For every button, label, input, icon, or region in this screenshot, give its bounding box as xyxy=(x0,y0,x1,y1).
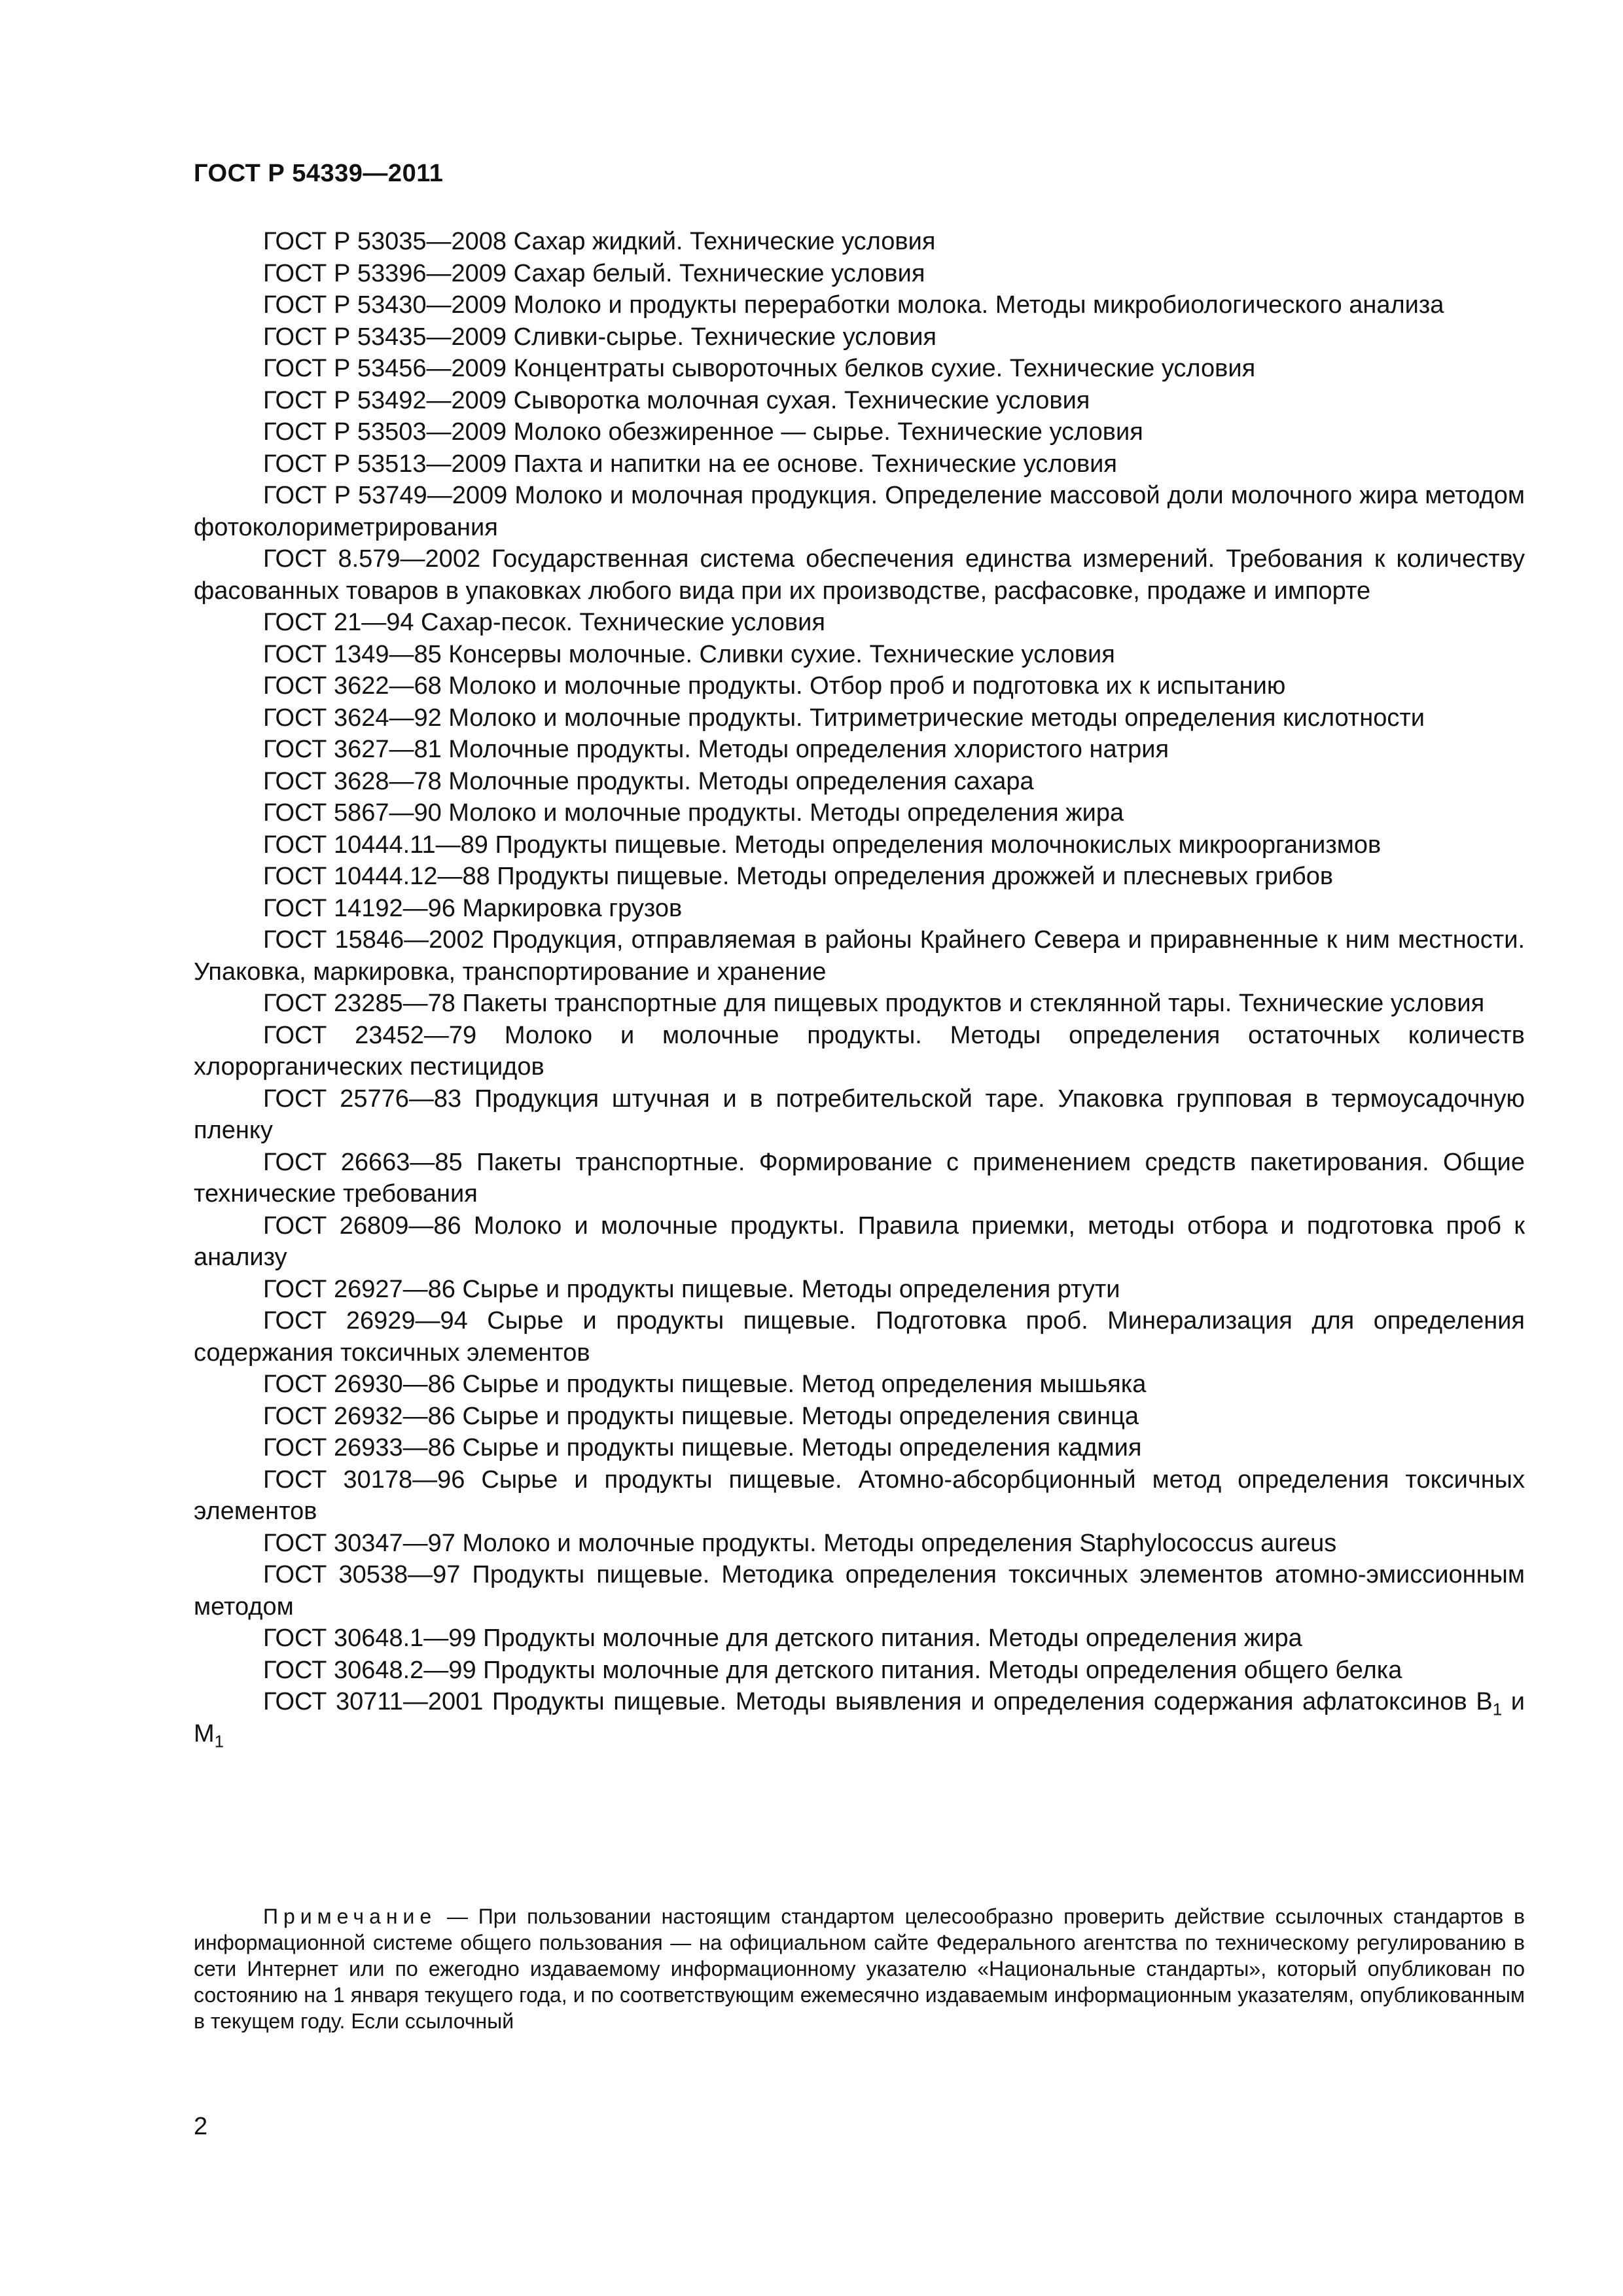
reference-item: ГОСТ Р 53035—2008 Сахар жидкий. Технические условия xyxy=(263,228,936,255)
references-list xyxy=(194,226,1525,1749)
reference-item: ГОСТ 26663—85 Пакеты транспортные. Формирование с применением средств пакетирования. Общие технические требования xyxy=(194,1148,1525,1208)
reference-item: ГОСТ 5867—90 Молоко и молочные продукты. Методы определения жира xyxy=(263,799,1124,827)
reference-item: ГОСТ 3627—81 Молочные продукты. Методы определения хлористого натрия xyxy=(263,736,1169,763)
reference-item: ГОСТ 26933—86 Сырье и продукты пищевые. Методы определения кадмия xyxy=(263,1434,1142,1462)
reference-item-aflatoxins xyxy=(194,1686,1525,1749)
reference-item: ГОСТ 23285—78 Пакеты транспортные для пищевых продуктов и стеклянной тары. Технические условия xyxy=(263,990,1485,1017)
reference-item: ГОСТ 1349—85 Консервы молочные. Сливки сухие. Технические условия xyxy=(263,640,1115,668)
reference-item: ГОСТ 14192—96 Маркировка грузов xyxy=(263,894,683,922)
reference-item: ГОСТ 3628—78 Молочные продукты. Методы определения сахара xyxy=(263,767,1034,795)
subscript: 1 xyxy=(1492,1699,1503,1719)
reference-item: ГОСТ 3622—68 Молоко и молочные продукты. Отбор проб и подготовка их к испытанию xyxy=(263,672,1286,700)
reference-item: ГОСТ Р 53456—2009 Концентраты сывороточных белков сухие. Технические условия xyxy=(263,355,1256,382)
reference-item: ГОСТ 3624—92 Молоко и молочные продукты. Титриметрические методы определения кислотности xyxy=(263,704,1425,732)
reference-item: ГОСТ 21—94 Сахар-песок. Технические условия xyxy=(263,609,825,636)
subscript: 1 xyxy=(214,1731,224,1751)
reference-item: ГОСТ 26930—86 Сырье и продукты пищевые. Метод определения мышьяка xyxy=(263,1371,1147,1398)
reference-item: ГОСТ 26932—86 Сырье и продукты пищевые. Методы определения свинца xyxy=(263,1402,1139,1430)
document-header: ГОСТ Р 54339—2011 xyxy=(194,160,444,187)
reference-item: ГОСТ 30347—97 Молоко и молочные продукты. Методы определения Staphylococcus aureus xyxy=(263,1529,1337,1557)
reference-item: ГОСТ Р 53430—2009 Молоко и продукты переработки молока. Методы микробиологического анализа xyxy=(263,291,1444,319)
reference-text: ГОСТ 30711—2001 Продукты пищевые. Методы выявления и определения содержания афлатоксинов В xyxy=(263,1688,1493,1715)
reference-item: ГОСТ 26809—86 Молоко и молочные продукты. Правила приемки, методы отбора и подготовка проб к анализу xyxy=(194,1211,1525,1271)
reference-item: ГОСТ 26927—86 Сырье и продукты пищевые. Методы определения ртути xyxy=(263,1275,1120,1303)
reference-item: ГОСТ 8.579—2002 Государственная система обеспечения единства измерений. Требования к количеству фасованных товаров в упаковках любого вида при их производстве, расфасовке, продаже и импорте xyxy=(194,545,1525,605)
reference-item: ГОСТ 23452—79 Молоко и молочные продукты. Методы определения остаточных количеств хлорорганических пестицидов xyxy=(194,1021,1525,1081)
reference-text-mid: и М xyxy=(194,1688,1525,1748)
reference-item: ГОСТ 25776—83 Продукция штучная и в потребительской таре. Упаковка групповая в термоусадочную пленку xyxy=(194,1085,1525,1144)
reference-item: ГОСТ 15846—2002 Продукция, отправляемая в районы Крайнего Севера и приравненные к ним местности. Упаковка, маркировка, транспортирование и хранение xyxy=(194,926,1525,986)
note-label: Примечание xyxy=(263,1905,437,1928)
reference-item: ГОСТ Р 53513—2009 Пахта и напитки на ее основе. Технические условия xyxy=(263,450,1117,478)
note-paragraph xyxy=(194,1903,1525,2034)
reference-item: ГОСТ Р 53435—2009 Сливки-сырье. Технические условия xyxy=(263,323,937,351)
reference-item: ГОСТ 10444.11—89 Продукты пищевые. Методы определения молочнокислых микроорганизмов xyxy=(263,831,1382,859)
reference-item: ГОСТ 10444.12—88 Продукты пищевые. Методы определения дрожжей и плесневых грибов xyxy=(263,863,1334,890)
reference-item: ГОСТ Р 53749—2009 Молоко и молочная продукция. Определение массовой доли молочного жира методом фотоколориметрирования xyxy=(194,482,1525,541)
reference-item: ГОСТ 30178—96 Сырье и продукты пищевые. Атомно-абсорбционный метод определения токсичных элементов xyxy=(194,1465,1525,1525)
reference-item: ГОСТ 26929—94 Сырье и продукты пищевые. Подготовка проб. Минерализация для определения содержания токсичных элементов xyxy=(194,1307,1525,1367)
page-number: 2 xyxy=(194,2113,208,2140)
reference-item: ГОСТ Р 53492—2009 Сыворотка молочная сухая. Технические условия xyxy=(263,386,1090,414)
reference-item: ГОСТ Р 53503—2009 Молоко обезжиренное — сырье. Технические условия xyxy=(263,418,1143,446)
reference-item: ГОСТ 30538—97 Продукты пищевые. Методика определения токсичных элементов атомно-эмиссионным методом xyxy=(194,1561,1525,1621)
note-text: — При пользовании настоящим стандартом целесообразно проверить действие ссылочных стандартов в информационной системе общего пользования — на официальном сайте Федерального агентства по техническому регулированию в сети Интернет или по ежегодно издаваемому информационному указателю «Национальные стандарты», который опубликован по состоянию на 1 января текущего года, и по соответствующим ежемесячно издаваемым информационным указателям, опубликованным в текущем году. Если ссылочный xyxy=(194,1905,1525,2033)
reference-item: ГОСТ Р 53396—2009 Сахар белый. Технические условия xyxy=(263,259,925,287)
reference-item: ГОСТ 30648.1—99 Продукты молочные для детского питания. Методы определения жира xyxy=(263,1624,1302,1652)
reference-item: ГОСТ 30648.2—99 Продукты молочные для детского питания. Методы определения общего белка xyxy=(263,1656,1402,1684)
